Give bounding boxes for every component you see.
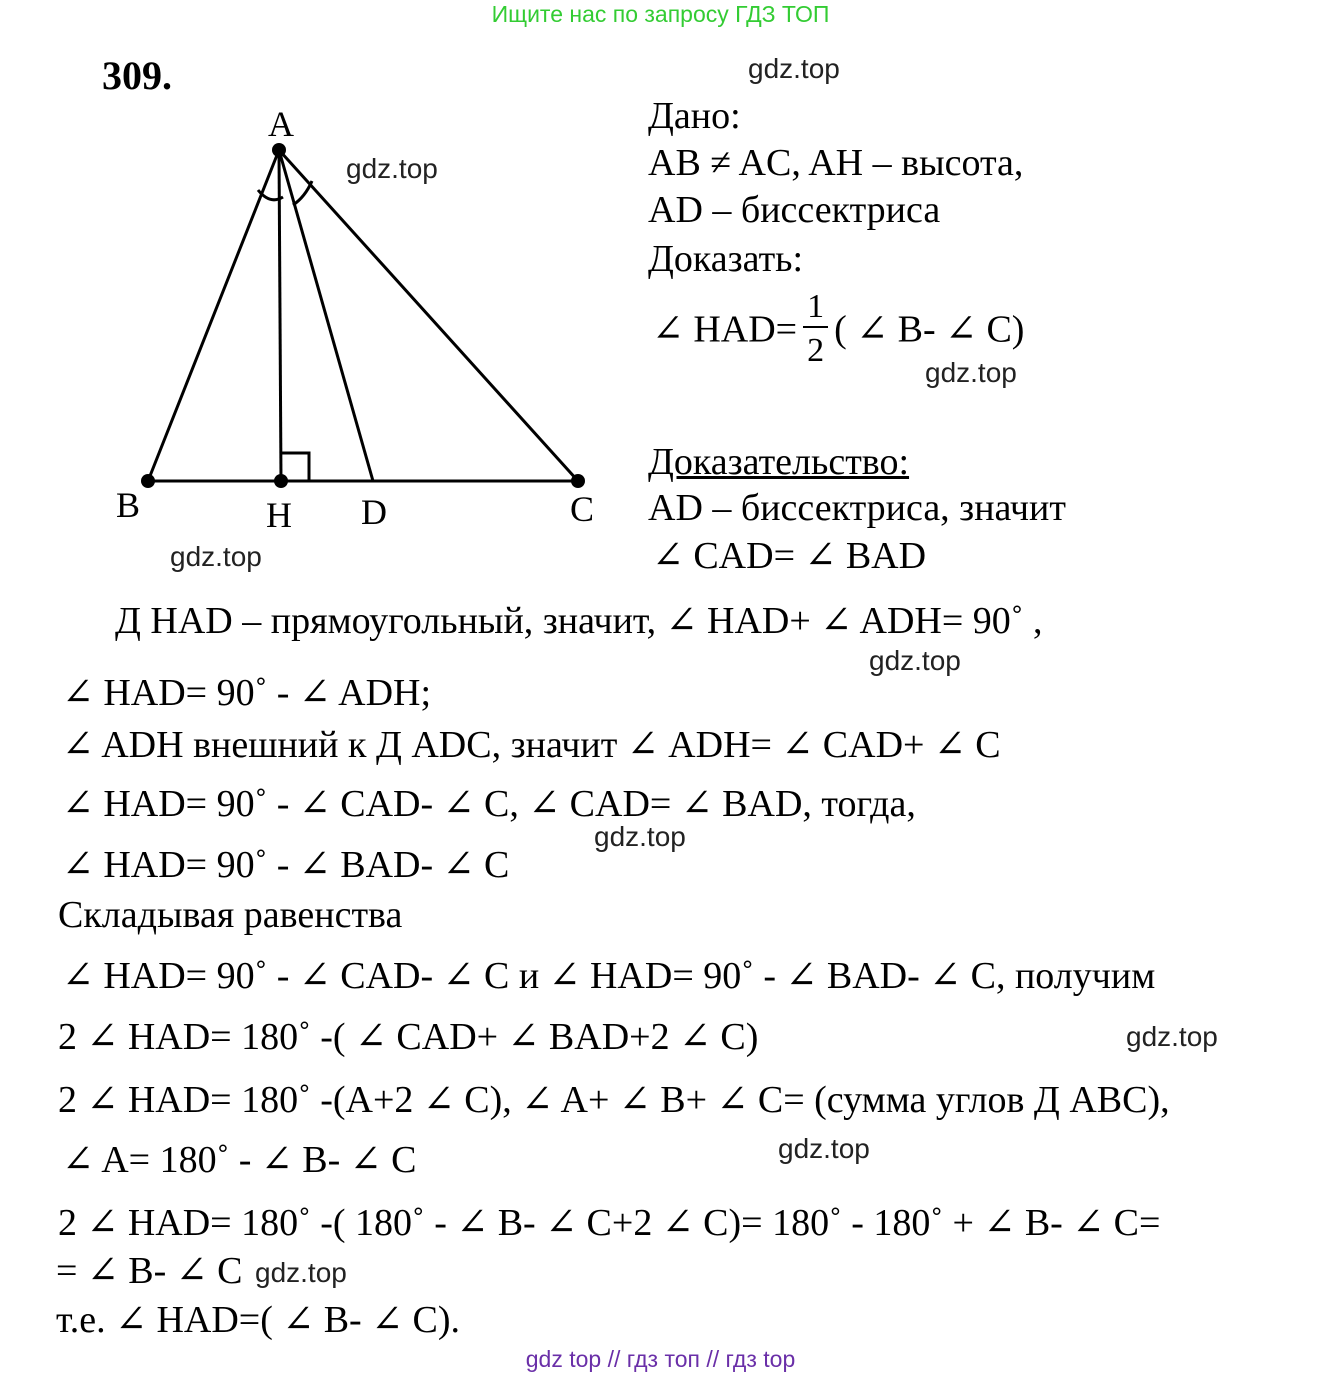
proof-line: ∠ HAD= 90˚ - ∠ BAD- ∠ C (62, 844, 510, 886)
watermark: gdz.top (869, 645, 961, 676)
label-h: H (266, 495, 292, 535)
proof-line: ∠ HAD= 90˚ - ∠ CAD- ∠ C и ∠ HAD= 90˚ - ∠ BAD- ∠ C, получим (62, 955, 1156, 997)
proof-line: Складывая равенства (58, 894, 403, 936)
watermark: gdz.top (255, 1257, 347, 1288)
given-line-2: AD – биссектриса (648, 189, 941, 231)
proof-line: ∠ HAD= 90˚ - ∠ ADH; (62, 672, 432, 714)
watermark: gdz.top (170, 541, 262, 572)
given-heading: Дано: (648, 95, 741, 137)
side-ac (279, 150, 578, 481)
label-d: D (361, 492, 387, 532)
watermark: gdz.top (346, 153, 438, 184)
proof-heading: Доказательство: (648, 441, 910, 483)
prove-rhs: ( ∠ B- ∠ C) (834, 308, 1025, 351)
proof-line: ∠ A= 180˚ - ∠ B- ∠ C (62, 1139, 417, 1181)
problem-number: 309. (102, 53, 172, 98)
bisector-ad (279, 150, 373, 481)
point-b (141, 474, 155, 488)
watermark: gdz.top (594, 821, 686, 852)
given-line-1: AB ≠ AC, AH – высота, (648, 142, 1024, 184)
proof-line: ∠ ADH внешний к Д ADC, значит ∠ ADH= ∠ CAD+ ∠ C (62, 724, 1001, 766)
proof-line: 2 ∠ HAD= 180˚ -( ∠ CAD+ ∠ BAD+2 ∠ C) (58, 1016, 759, 1058)
point-c (571, 474, 585, 488)
label-b: B (116, 485, 141, 525)
prove-heading: Доказать: (648, 238, 804, 280)
proof-line: 2 ∠ HAD= 180˚ -( 180˚ - ∠ B- ∠ C+2 ∠ C)= 180˚ - 180˚ + ∠ B- ∠ C= (58, 1202, 1161, 1244)
fraction-numerator: 1 (803, 290, 828, 328)
side-ab (148, 150, 279, 481)
point-h (274, 474, 288, 488)
search-banner[interactable]: Ищите нас по запросу ГДЗ ТОП (491, 1, 830, 27)
watermark: gdz.top (748, 53, 840, 84)
proof-line: ∠ HAD= 90˚ - ∠ CAD- ∠ C, ∠ CAD= ∠ BAD, тогда, (62, 783, 916, 825)
proof-line: Д HAD – прямоугольный, значит, ∠ HAD+ ∠ ADH= 90˚ , (115, 600, 1043, 642)
footer-links[interactable]: gdz top // гдз топ // гдз top (525, 1346, 796, 1372)
fraction-denominator: 2 (807, 332, 825, 369)
label-a: A (268, 104, 294, 144)
proof-line: ∠ CAD= ∠ BAD (652, 535, 927, 577)
point-a (272, 143, 286, 157)
watermark: gdz.top (1126, 1021, 1218, 1052)
triangle-figure (0, 0, 660, 560)
watermark: gdz.top (925, 357, 1017, 388)
proof-line: т.е. ∠ HAD=( ∠ B- ∠ C). (56, 1299, 461, 1341)
label-c: C (570, 489, 595, 529)
fraction-one-half (803, 290, 828, 368)
prove-lhs: ∠ HAD= (652, 308, 798, 351)
watermark: gdz.top (778, 1133, 870, 1164)
proof-line: AD – биссектриса, значит (648, 487, 1066, 529)
angle-arc-right (293, 181, 312, 205)
proof-line: = ∠ B- ∠ C (56, 1250, 243, 1292)
proof-line: 2 ∠ HAD= 180˚ -(A+2 ∠ C), ∠ A+ ∠ B+ ∠ C= (сумма углов Д ABC), (58, 1079, 1170, 1121)
